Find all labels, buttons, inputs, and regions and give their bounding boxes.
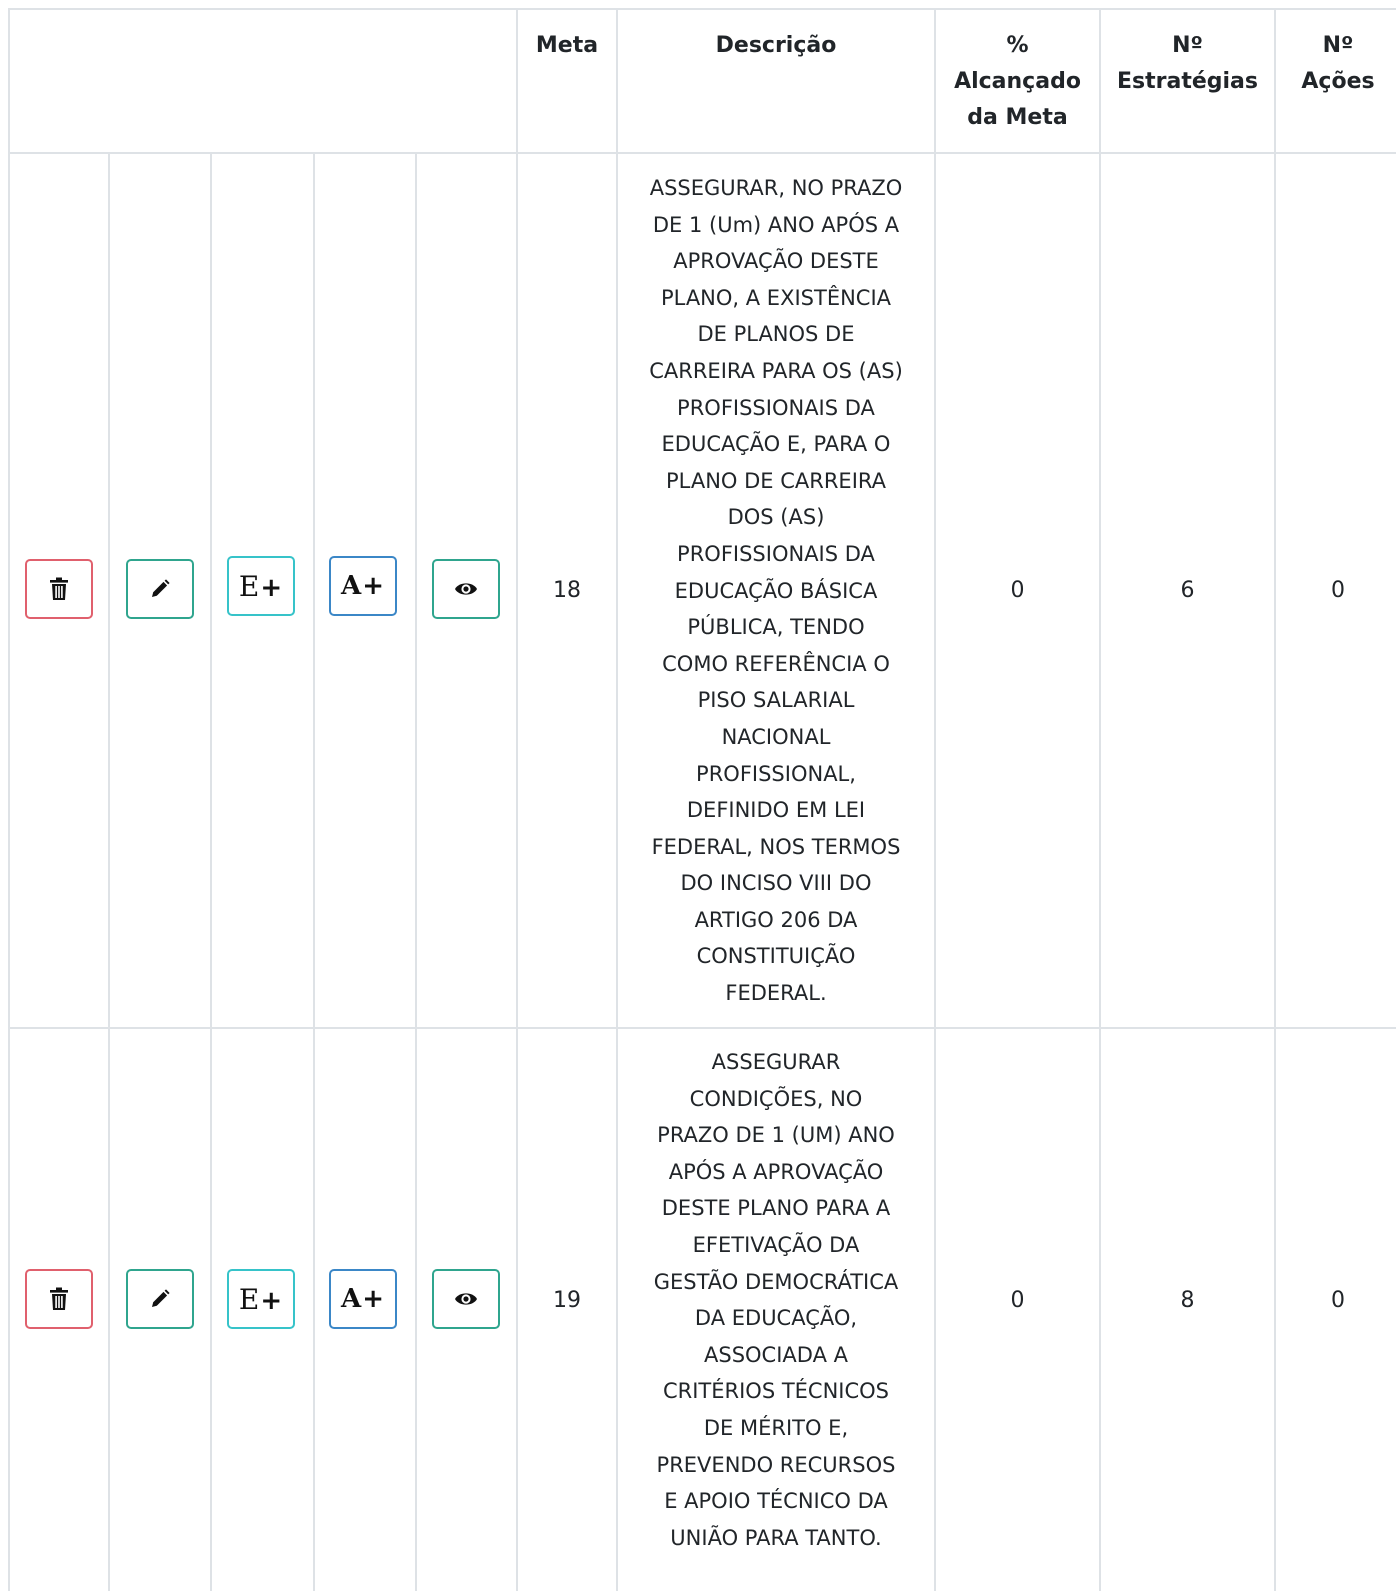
descricao-line: DE MÉRITO E,	[703, 1415, 849, 1440]
header-estrategias-line: Nº	[1172, 33, 1203, 58]
descricao-line: DOS (AS)	[727, 505, 825, 530]
eye-icon	[454, 581, 478, 597]
delete-button[interactable]	[25, 559, 93, 619]
row-estrategias-value: 6	[1180, 578, 1195, 603]
descricao-line: APROVAÇÃO DESTE	[673, 249, 879, 274]
col-divider	[313, 154, 315, 1591]
descricao-line: ASSEGURAR	[711, 1050, 841, 1074]
header-estrategias-line: Estratégias	[1116, 69, 1258, 94]
header-alcancado-line: %	[1006, 33, 1029, 58]
descricao-line: PÚBLICA, TENDO	[687, 615, 865, 640]
row-meta-value: 18	[553, 578, 581, 603]
acao-letter: A	[341, 571, 363, 601]
descricao-line: CONDIÇÕES, NO	[689, 1086, 863, 1111]
eye-icon	[454, 1291, 478, 1307]
descricao-line: ASSEGURAR, NO PRAZO	[649, 176, 903, 200]
descricao-line: PREVENDO RECURSOS	[656, 1452, 896, 1477]
descricao-line: EDUCAÇÃO BÁSICA	[674, 578, 878, 603]
header-alcancado-line: Alcançado	[954, 69, 1081, 94]
add-estrategia-label	[239, 570, 283, 603]
col-divider	[108, 154, 110, 1591]
header-alcancado	[936, 28, 1099, 136]
descricao-line: GESTÃO DEMOCRÁTICA	[653, 1269, 899, 1294]
view-button[interactable]	[432, 1269, 500, 1329]
descricao-line: CRITÉRIOS TÉCNICOS	[662, 1379, 890, 1404]
descricao-line: CARREIRA PARA OS (AS)	[649, 358, 903, 383]
descricao-line: DO INCISO VIII DO	[680, 871, 872, 896]
header-estrategias	[1101, 28, 1274, 100]
descricao-line: PROFISSIONAIS DA	[677, 395, 875, 420]
plus-icon: +	[260, 1285, 284, 1316]
acao-letter: A	[341, 1284, 363, 1314]
table-left-border	[8, 8, 10, 1591]
add-acao-label	[341, 571, 385, 601]
pencil-icon	[150, 1289, 170, 1309]
descricao-line: EDUCAÇÃO E, PARA O	[661, 432, 891, 457]
descricao-line: DE 1 (Um) ANO APÓS A	[652, 212, 900, 237]
delete-button[interactable]	[25, 1269, 93, 1329]
add-estrategia-button[interactable]	[227, 1269, 295, 1329]
row1-bottom-border	[8, 1027, 1396, 1029]
col-divider	[1274, 8, 1276, 1591]
add-estrategia-button[interactable]	[227, 556, 295, 616]
descricao-line: EFETIVAÇÃO DA	[692, 1232, 860, 1257]
descricao-line: PISO SALARIAL	[697, 688, 855, 713]
col-divider	[934, 8, 936, 1591]
descricao-line: FEDERAL, NOS TERMOS	[651, 834, 901, 859]
descricao-line: DEFINIDO EM LEI	[686, 798, 866, 823]
descricao-line: APÓS A APROVAÇÃO	[668, 1159, 884, 1184]
descricao-line: UNIÃO PARA TANTO.	[670, 1525, 882, 1550]
table-top-border	[8, 8, 1396, 10]
view-button[interactable]	[432, 559, 500, 619]
row-acoes-value: 0	[1331, 578, 1345, 603]
descricao-line: ARTIGO 206 DA	[694, 907, 858, 932]
descricao-line: DE PLANOS DE	[697, 322, 855, 347]
plus-icon: +	[362, 1284, 385, 1314]
descricao-line: PRAZO DE 1 (UM) ANO	[657, 1123, 895, 1148]
add-acao-button[interactable]	[329, 1269, 397, 1329]
descricao-line: FEDERAL.	[725, 981, 827, 1006]
descricao-line: COMO REFERÊNCIA O	[662, 651, 890, 676]
row-alcancado-value: 0	[1010, 1288, 1025, 1313]
plus-icon: +	[260, 572, 284, 603]
header-meta: Meta	[535, 33, 599, 58]
trash-icon	[49, 1287, 69, 1311]
descricao-line: CONSTITUIÇÃO	[696, 944, 856, 969]
header-acoes-line: Ações	[1301, 69, 1375, 94]
row-acoes-value: 0	[1331, 1288, 1345, 1313]
edit-button[interactable]	[126, 1269, 194, 1329]
add-acao-button[interactable]	[329, 556, 397, 616]
row-descricao	[618, 170, 934, 1012]
header-acoes-line: Nº	[1322, 33, 1354, 58]
descricao-line: E APOIO TÉCNICO DA	[664, 1489, 888, 1514]
descricao-line: PLANO, A EXISTÊNCIA	[660, 285, 892, 310]
descricao-line: NACIONAL	[721, 724, 831, 749]
header-alcancado-line: da Meta	[967, 105, 1068, 130]
header-acoes	[1276, 28, 1396, 100]
plus-icon: +	[362, 571, 385, 601]
header-bottom-border	[8, 152, 1396, 154]
descricao-line: ASSOCIADA A	[704, 1342, 848, 1367]
descricao-line: PROFISSIONAL,	[696, 761, 856, 786]
add-acao-label	[341, 1284, 385, 1314]
add-estrategia-label	[239, 1283, 283, 1316]
descricao-line: DESTE PLANO PARA A	[661, 1196, 891, 1221]
estrategia-letter: E	[238, 1282, 261, 1316]
metas-table	[8, 8, 1396, 1591]
col-divider	[415, 154, 417, 1591]
descricao-line: DA EDUCAÇÃO,	[694, 1306, 858, 1331]
col-divider	[210, 154, 212, 1591]
header-descricao: Descrição	[715, 33, 837, 58]
row-alcancado-value: 0	[1010, 578, 1025, 603]
col-divider	[1099, 8, 1101, 1591]
pencil-icon	[150, 579, 170, 599]
estrategia-letter: E	[238, 569, 261, 603]
descricao-line: PLANO DE CARREIRA	[665, 468, 887, 493]
col-divider	[516, 8, 518, 1591]
edit-button[interactable]	[126, 559, 194, 619]
row-descricao	[618, 1044, 934, 1556]
trash-icon	[49, 577, 69, 601]
row-meta-value: 19	[553, 1288, 581, 1313]
row-estrategias-value: 8	[1180, 1288, 1195, 1313]
descricao-line: PROFISSIONAIS DA	[677, 541, 875, 566]
